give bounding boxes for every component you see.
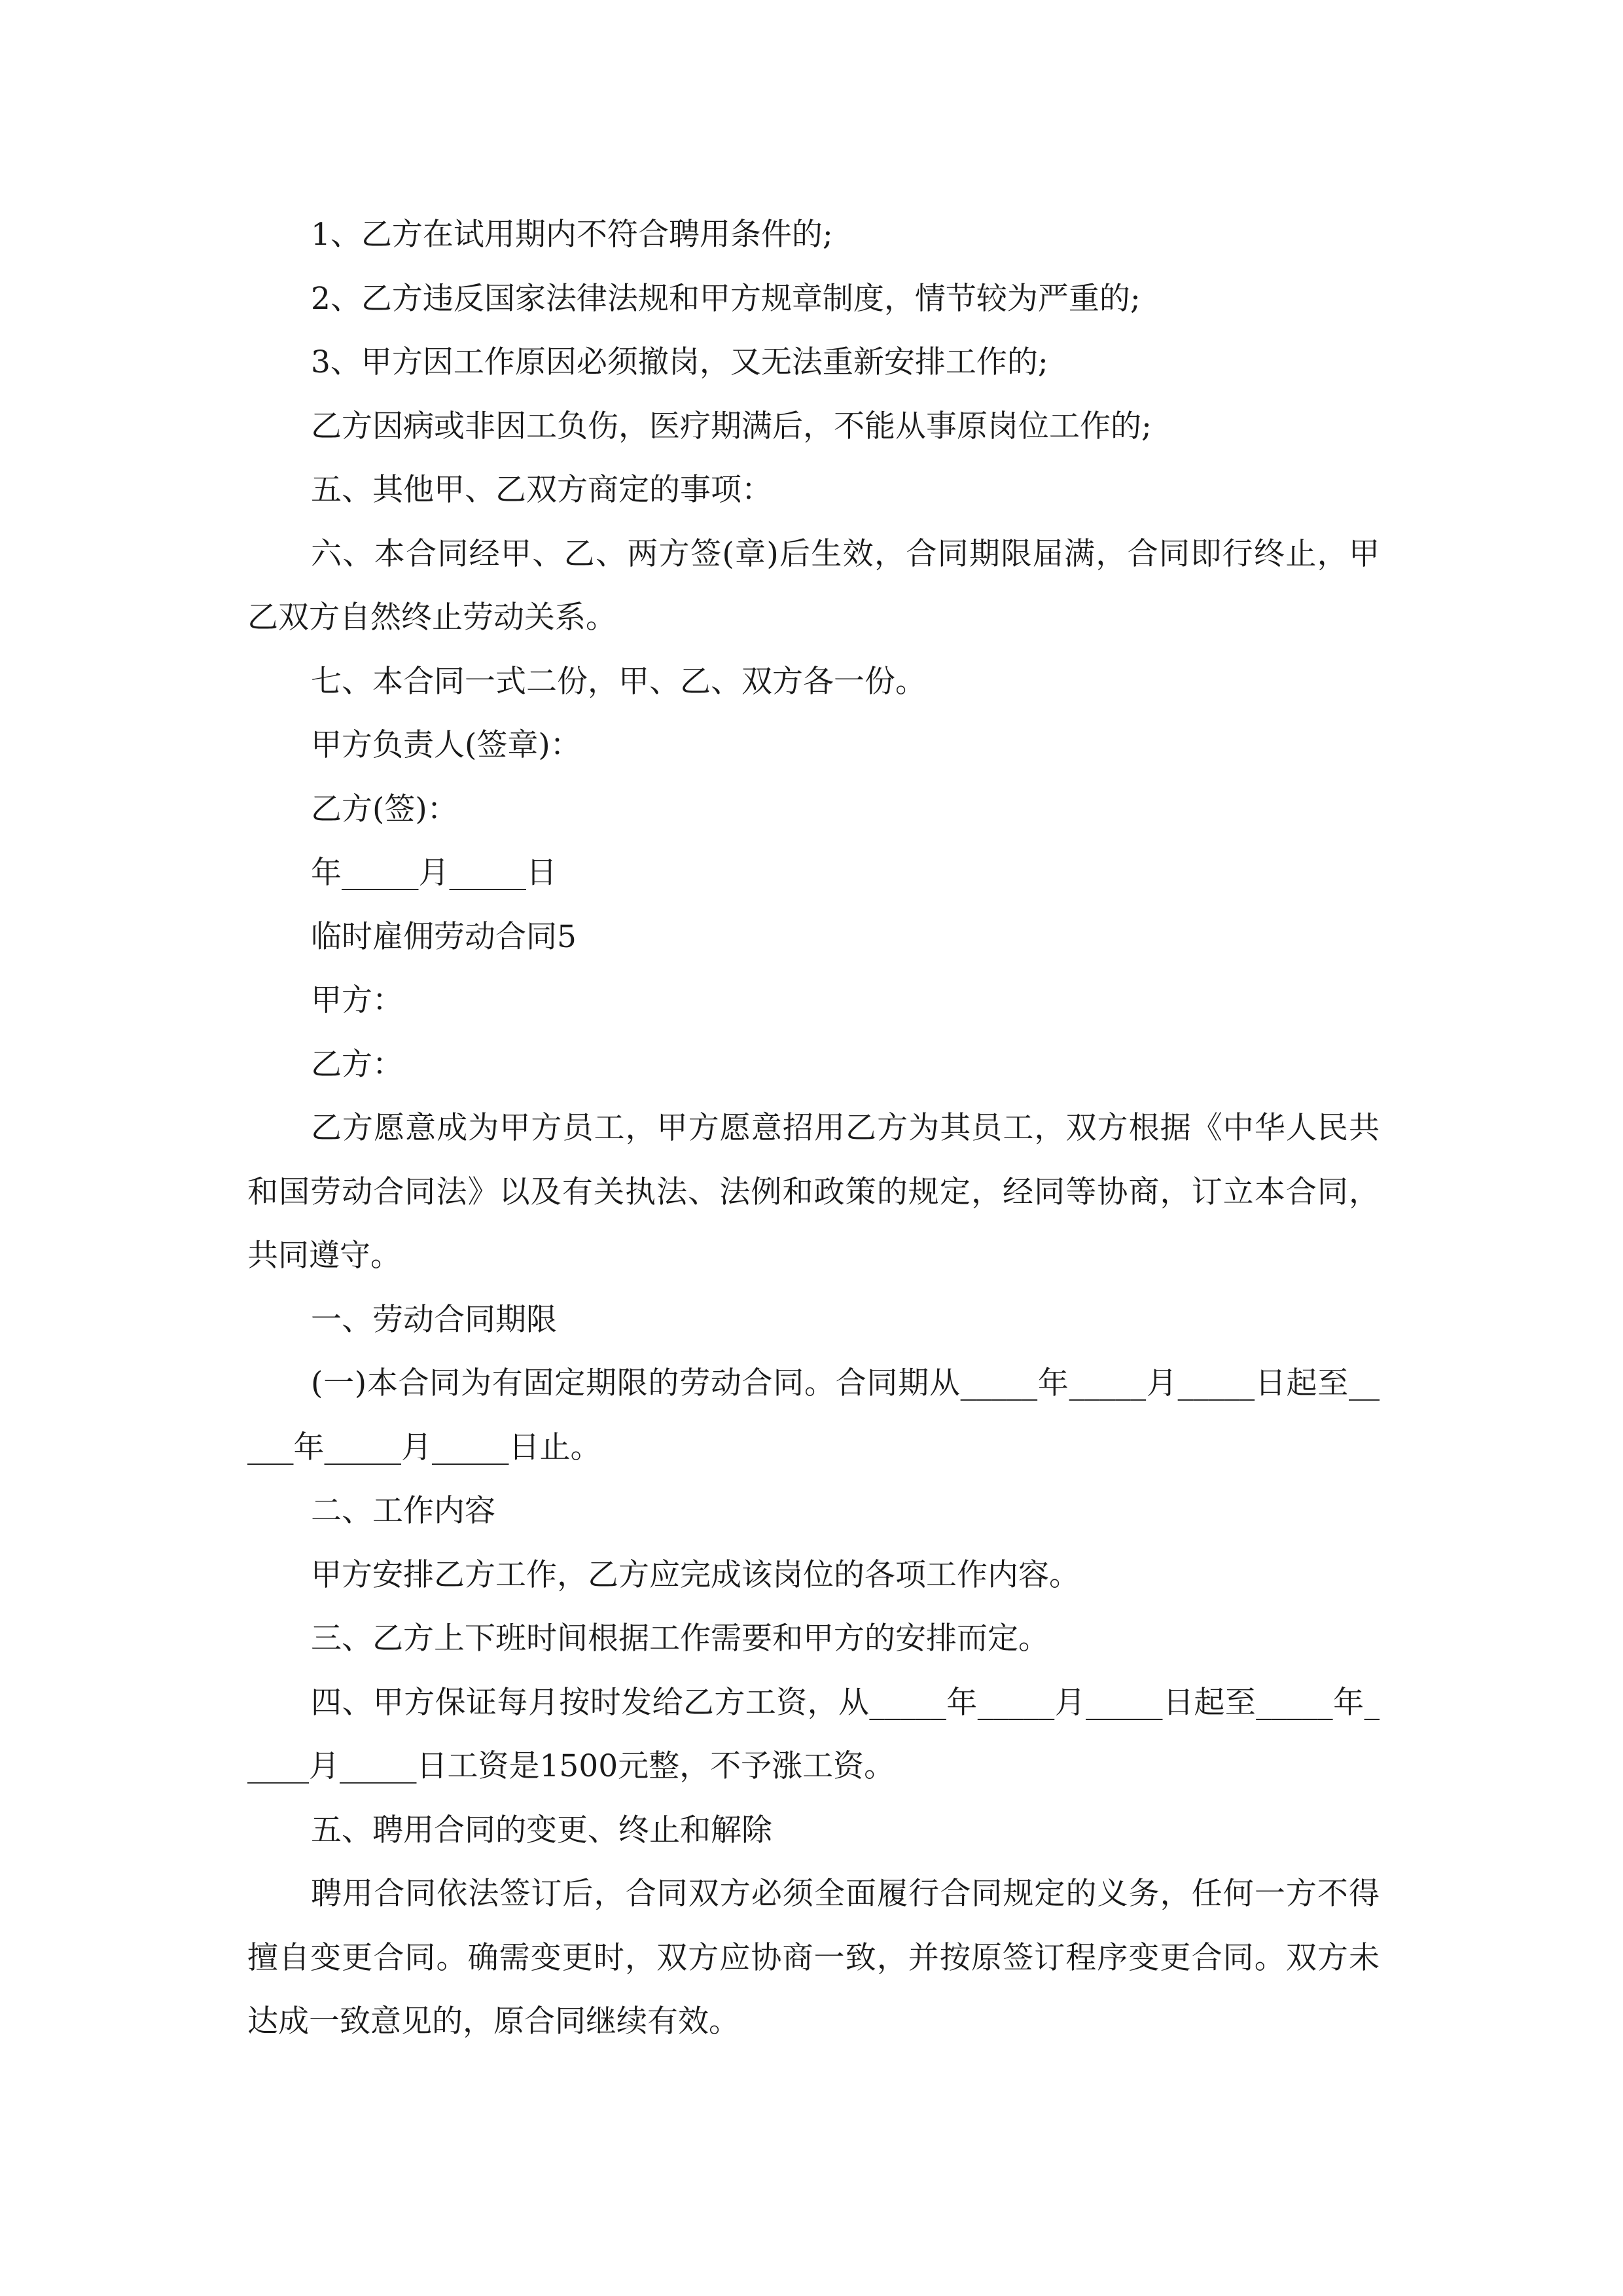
paragraph: 乙方因病或非因工负伤，医疗期满后，不能从事原岗位工作的; bbox=[311, 408, 1152, 444]
paragraph: 五、其他甲、乙双方商定的事项： bbox=[311, 472, 772, 508]
paragraph: 聘用合同依法签订后，合同双方必须全面履行合同规定的义务，任何一方不得擅自变更合同。确需变更时，双方应协商一致，并按原签订程序变更合同。双方未达成一致意见的，原合同继续有效。 bbox=[247, 1876, 1380, 2039]
date-line: 年_____月_____日 bbox=[311, 855, 557, 891]
paragraph: (一)本合同为有固定期限的劳动合同。合同期从_____年_____月_____日起至_____年_____月_____日止。 bbox=[247, 1365, 1380, 1465]
signature-line-party-b: 乙方(签)： bbox=[311, 791, 458, 827]
document-body bbox=[247, 203, 1380, 2054]
paragraph: 3、甲方因工作原因必须撤岗，又无法重新安排工作的; bbox=[311, 344, 1048, 380]
paragraph: 2、乙方违反国家法律法规和甲方规章制度，情节较为严重的; bbox=[311, 280, 1141, 317]
paragraph: 1、乙方在试用期内不符合聘用条件的; bbox=[311, 217, 833, 253]
section-heading: 五、聘用合同的变更、终止和解除 bbox=[311, 1812, 772, 1848]
paragraph: 甲方安排乙方工作，乙方应完成该岗位的各项工作内容。 bbox=[311, 1556, 1080, 1593]
paragraph: 六、本合同经甲、乙、两方签(章)后生效，合同期限届满，合同即行终止，甲乙双方自然终止劳动关系。 bbox=[247, 535, 1380, 636]
paragraph: 四、甲方保证每月按时发给乙方工资，从_____年_____月_____日起至_____年_____月_____日工资是1500元整，不予涨工资。 bbox=[247, 1684, 1380, 1784]
signature-line-party-a: 甲方负责人(签章)： bbox=[311, 727, 581, 763]
paragraph: 乙方愿意成为甲方员工，甲方愿意招用乙方为其员工，双方根据《中华人民共和国劳动合同法》以及有关执法、法例和政策的规定，经同等协商，订立本合同，共同遵守。 bbox=[247, 1110, 1380, 1274]
party-b-line: 乙方： bbox=[311, 1046, 403, 1083]
section-heading: 二、工作内容 bbox=[311, 1493, 495, 1529]
party-a-line: 甲方： bbox=[311, 982, 403, 1018]
paragraph: 七、本合同一式二份，甲、乙、双方各一份。 bbox=[311, 663, 926, 700]
contract-title: 临时雇佣劳动合同5 bbox=[311, 918, 577, 955]
section-heading: 一、劳动合同期限 bbox=[311, 1301, 557, 1338]
paragraph: 三、乙方上下班时间根据工作需要和甲方的安排而定。 bbox=[311, 1621, 1049, 1657]
